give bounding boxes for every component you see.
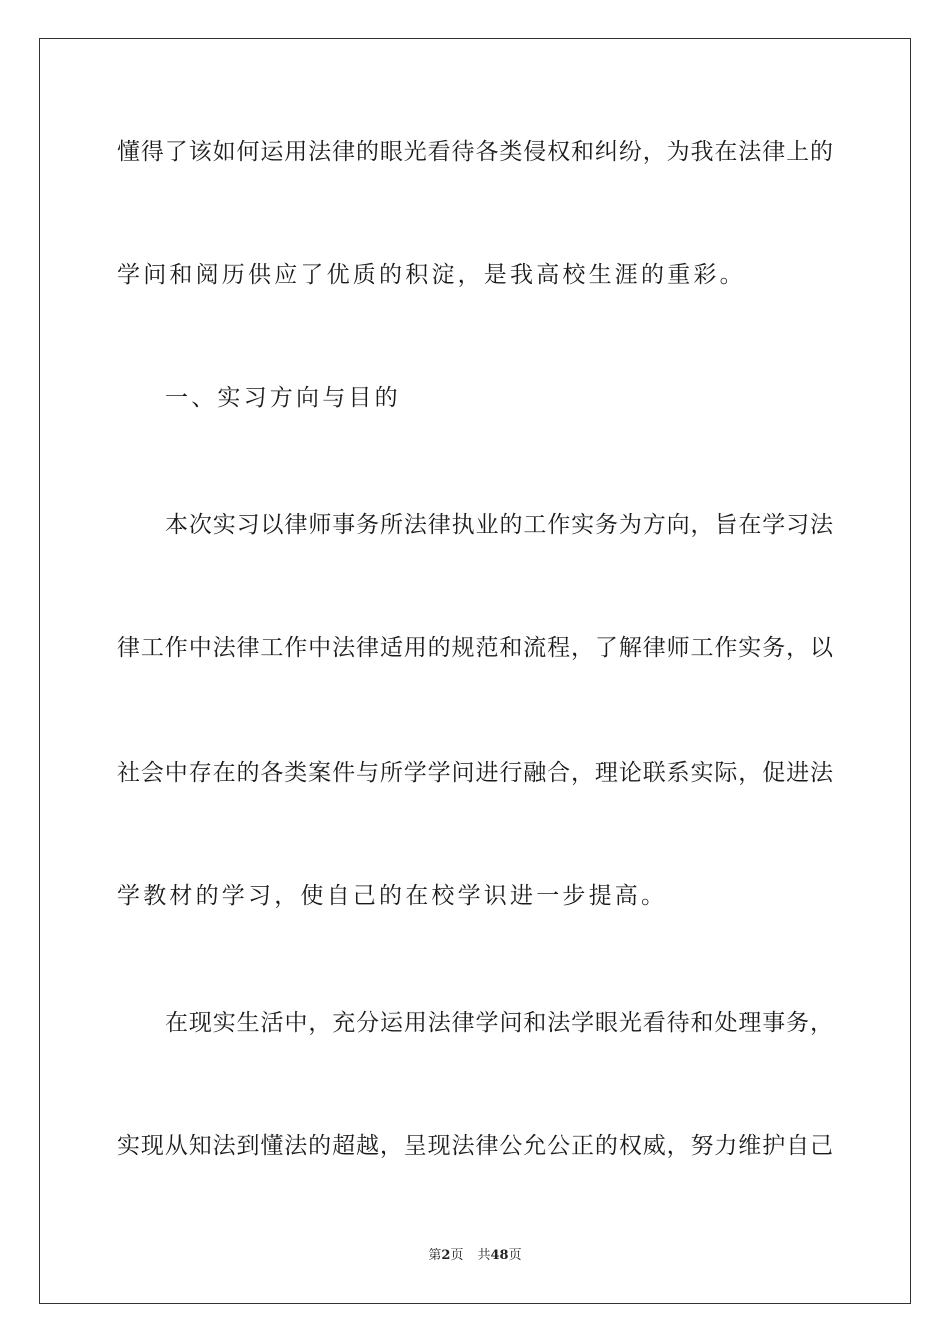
page-suffix: 页 xyxy=(450,1248,464,1263)
section-heading: 一、实习方向与目的 xyxy=(165,385,401,411)
total-suffix: 页 xyxy=(508,1248,522,1263)
page-number: 2 xyxy=(441,1248,451,1263)
total-pages: 48 xyxy=(490,1248,509,1263)
page-footer xyxy=(0,1247,950,1265)
paragraph-line: 本次实习以律师事务所法律执业的工作实务为方向，旨在学习法 xyxy=(165,512,833,538)
paragraph-line: 懂得了该如何运用法律的眼光看待各类侵权和纠纷，为我在法律上的 xyxy=(117,139,833,165)
total-prefix: 共 xyxy=(477,1248,491,1263)
paragraph-line: 学教材的学习，使自己的在校学识进一步提高。 xyxy=(117,883,668,909)
paragraph-line: 学问和阅历供应了优质的积淀，是我高校生涯的重彩。 xyxy=(117,262,746,288)
page-prefix: 第 xyxy=(428,1248,442,1263)
paragraph-line: 实现从知法到懂法的超越，呈现法律公允公正的权威，努力维护自己 xyxy=(117,1133,833,1159)
paragraph-line: 律工作中法律工作中法律适用的规范和流程，了解律师工作实务，以 xyxy=(117,635,833,661)
paragraph-line: 在现实生活中，充分运用法律学问和法学眼光看待和处理事务， xyxy=(165,1010,833,1036)
paragraph-line: 社会中存在的各类案件与所学学问进行融合，理论联系实际，促进法 xyxy=(117,760,833,786)
page-border xyxy=(39,38,911,1304)
